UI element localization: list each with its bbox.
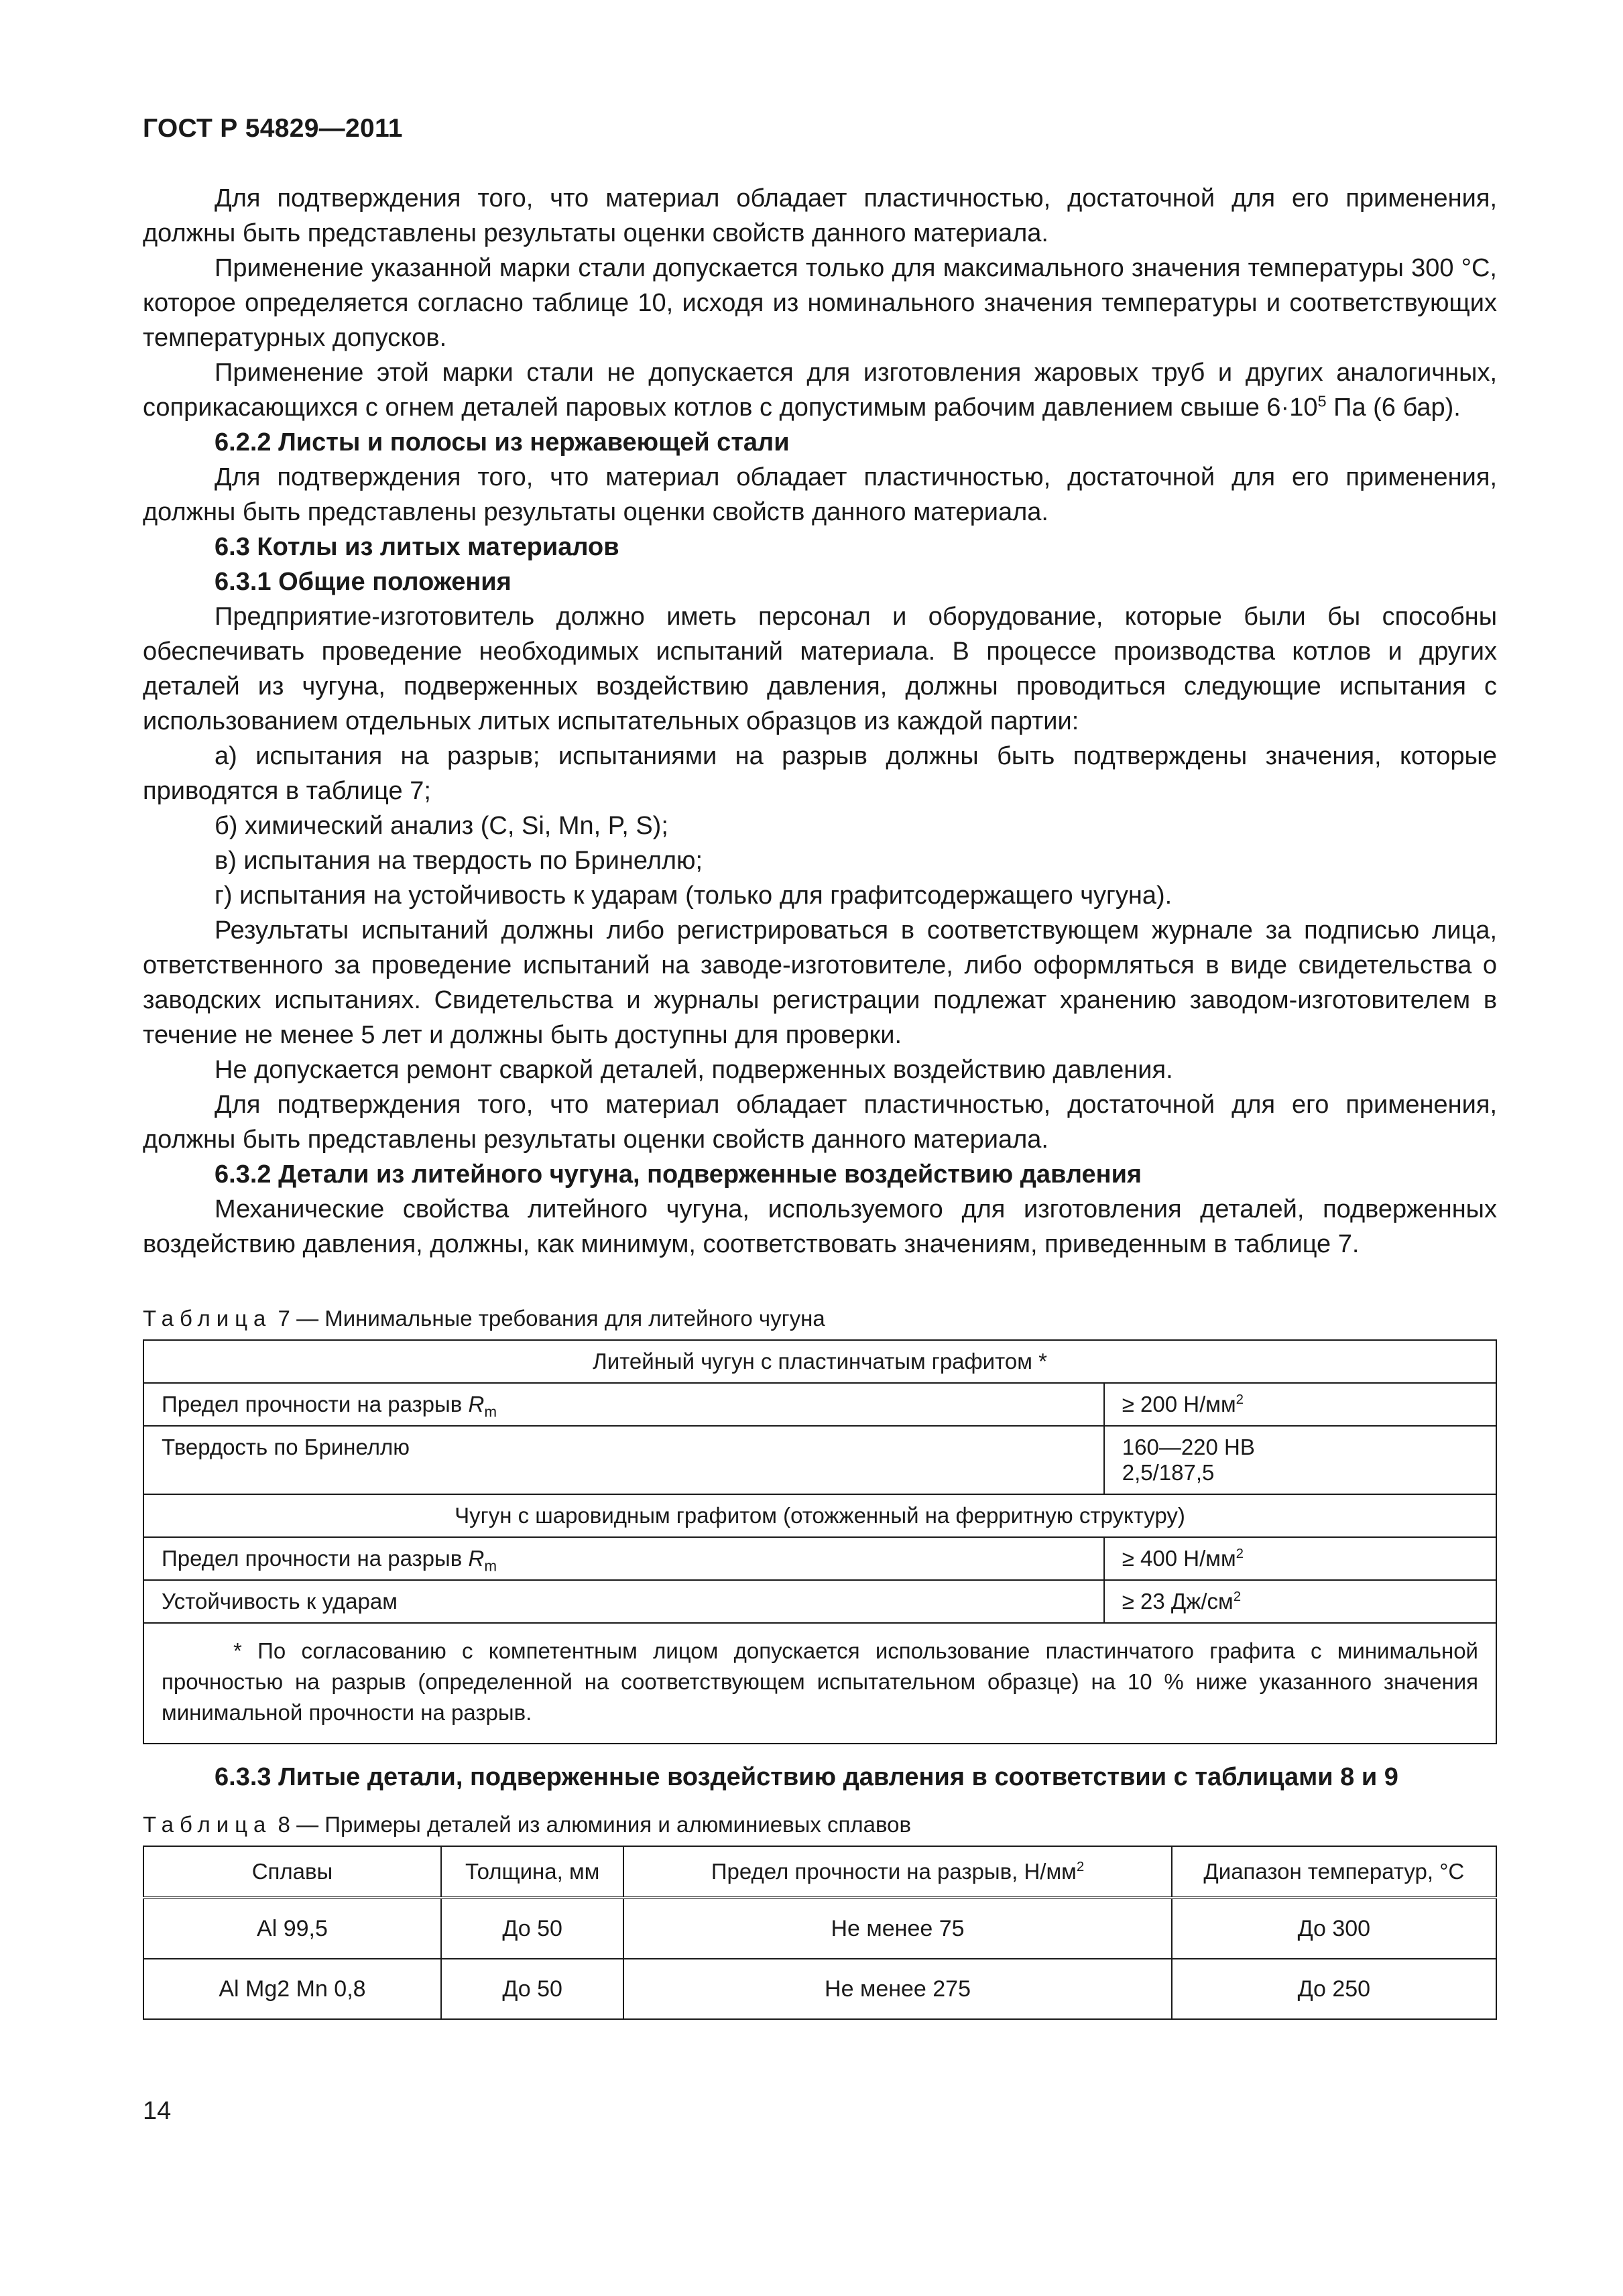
paragraph: Для подтверждения того, что материал обладает пластичностью, достаточной для его применения, должны быть представлены результаты оценки свойств данного материала. (143, 1091, 1497, 1154)
table-cell: До 50 (441, 1898, 623, 1959)
section-heading: 6.3.3 Литые детали, подверженные воздействию давления в соответствии с таблицами 8 и 9 (215, 1763, 1398, 1791)
table-cell: Предел прочности на разрыв $R_m$ (143, 1537, 1104, 1580)
paragraph (143, 355, 1497, 425)
table-row (143, 1537, 1496, 1580)
list-item: б) химический анализ (C, Si, Mn, P, S); (215, 812, 668, 840)
table8 (143, 1846, 1497, 2020)
table-cell: 160—220 НВ 2,5/187,5 (1104, 1426, 1496, 1494)
table8-caption: Таблица 8 — Примеры деталей из алюминия и алюминиевых сплавов (143, 1812, 912, 1837)
table-header-cell: Толщина, мм (441, 1846, 623, 1898)
paragraph: Результаты испытаний должны либо регистрироваться в соответствующем журнале за подписью лица, ответственного за проведение испытаний на заводе-изготовителе, либо оформляться в виде свидетельства о заводских испытаниях. Свидетельства и журналы регистрации подлежат хранению заводом-изготовителем в течение не менее 5 лет и должны быть доступны для проверки. (143, 916, 1497, 1049)
page-number: 14 (143, 2097, 172, 2125)
section-heading: 6.3.2 Детали из литейного чугуна, подверженные воздействию давления (215, 1160, 1142, 1189)
table-row (143, 1383, 1496, 1426)
table-row (143, 1959, 1496, 2019)
list-item: а) испытания на разрыв; испытаниями на разрыв должны быть подтверждены значения, которые приводятся в таблице 7; (143, 742, 1497, 805)
table-cell: Устойчивость к ударам (143, 1580, 1104, 1623)
paragraph: Для подтверждения того, что материал обладает пластичностью, достаточной для его применения, должны быть представлены результаты оценки свойств данного материала. (143, 463, 1497, 526)
table-row (143, 1623, 1496, 1744)
table-cell: До 300 (1172, 1898, 1496, 1959)
table-cell: ≥ 23 $Дж/см^2$ (1104, 1580, 1496, 1623)
table-cell: До 250 (1172, 1959, 1496, 2019)
table-row (143, 1494, 1496, 1537)
section-heading: 6.3 Котлы из литых материалов (215, 533, 619, 561)
table-header-cell: Предел прочности на разрыв, $Н/мм^2$ (623, 1846, 1171, 1898)
table7-caption: Таблица 7 — Минимальные требования для литейного чугуна (143, 1306, 825, 1331)
table-row (143, 1898, 1496, 1959)
paragraph: Предприятие-изготовитель должно иметь персонал и оборудование, которые были бы способны обеспечивать проведение необходимых испытаний материала. В процессе производства котлов и других деталей из чугуна, подверженных воздействию давления, должны проводиться следующие испытания с использованием отдельных литых испытательных образцов из каждой партии: (143, 603, 1497, 735)
table-header-row (143, 1846, 1496, 1898)
paragraph: Не допускается ремонт сваркой деталей, подверженных воздействию давления. (215, 1056, 1173, 1084)
table-row (143, 1340, 1496, 1383)
table-header-cell: Сплавы (143, 1846, 441, 1898)
table-row (143, 1580, 1496, 1623)
table-row (143, 1426, 1496, 1494)
document-header: ГОСТ Р 54829—2011 (143, 114, 403, 143)
paragraph: Механические свойства литейного чугуна, используемого для изготовления деталей, подверженных воздействию давления, должны, как минимум, соответствовать значениям, приведенным в таблице 7. (143, 1195, 1497, 1258)
table-cell: ≥ 200 $Н/мм^2$ (1104, 1383, 1496, 1426)
paragraph: Применение указанной марки стали допускается только для максимального значения температуры 300 °С, которое определяется согласно таблице 10, исходя из номинального значения температуры и соответствующих температурных допусков. (143, 254, 1497, 352)
body-text (143, 181, 1497, 1262)
document-page (143, 114, 1497, 2020)
table-group-header: Литейный чугун с пластинчатым графитом * (143, 1340, 1496, 1383)
table-cell: До 50 (441, 1959, 623, 2019)
table-cell: Твердость по Бринеллю (143, 1426, 1104, 1494)
table-cell: Не менее 75 (623, 1898, 1171, 1959)
pressure-value: $6\cdot 10^5$ Па (6 бар). (1266, 392, 1461, 422)
table-cell: Al Mg2 Mn 0,8 (143, 1959, 441, 2019)
table-cell: Al 99,5 (143, 1898, 441, 1959)
table-cell: ≥ 400 $Н/мм^2$ (1104, 1537, 1496, 1580)
section-heading: 6.2.2 Листы и полосы из нержавеющей стали (215, 428, 790, 457)
table-cell: Предел прочности на разрыв $R_m$ (143, 1383, 1104, 1426)
list-item: в) испытания на твердость по Бринеллю; (215, 847, 703, 875)
table-footnote: * По согласованию с компетентным лицом допускается использование пластинчатого графита с минимальной прочностью на разрыв (определенной на соответствующем испытательном образце) на 10 % ниже указанного значения минимальной прочности на разрыв. (143, 1623, 1496, 1744)
list-item: г) испытания на устойчивость к ударам (только для графитсодержащего чугуна). (215, 882, 1173, 910)
table-header-cell: Диапазон температур, °С (1172, 1846, 1496, 1898)
table-group-header: Чугун с шаровидным графитом (отожженный на ферритную структуру) (143, 1494, 1496, 1537)
table-cell: Не менее 275 (623, 1959, 1171, 2019)
paragraph-text: Применение этой марки стали не допускается для изготовления жаровых труб и других аналогичных, соприкасающихся с огнем деталей паровых котлов с допустимым рабочим давлением свыше (143, 359, 1497, 422)
section-heading: 6.3.1 Общие положения (215, 568, 512, 596)
paragraph: Для подтверждения того, что материал обладает пластичностью, достаточной для его применения, должны быть представлены результаты оценки свойств данного материала. (143, 184, 1497, 247)
table7 (143, 1339, 1497, 1744)
